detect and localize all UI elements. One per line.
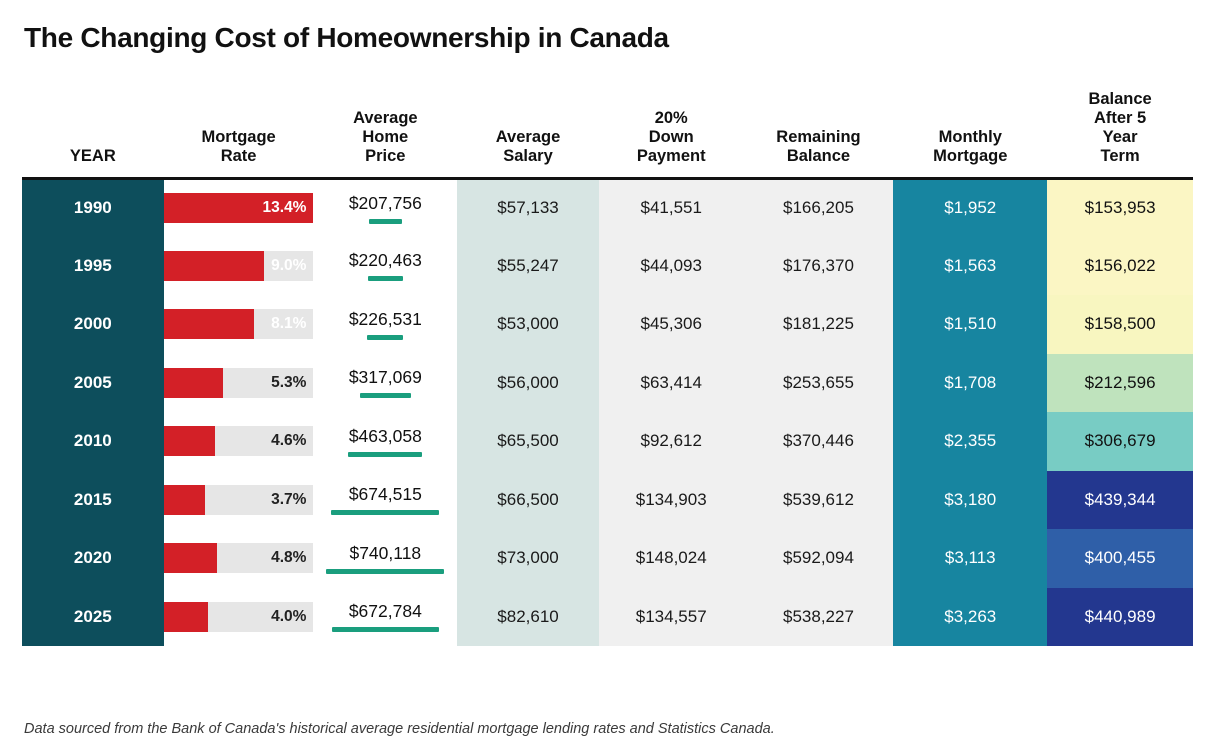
cell-average-home-price xyxy=(313,295,457,354)
home-price-value: $207,756 xyxy=(348,192,422,213)
mortgage-rate-value: 13.4% xyxy=(262,199,307,216)
cell-average-home-price xyxy=(313,529,457,588)
home-price-bar xyxy=(369,219,402,224)
home-price-wrap xyxy=(313,426,457,457)
home-price-value: $740,118 xyxy=(349,542,422,563)
home-price-wrap xyxy=(313,543,457,574)
home-price-wrap xyxy=(313,250,457,281)
cell-average-salary: $57,133 xyxy=(457,178,599,237)
table-row xyxy=(22,529,1193,588)
table-body xyxy=(22,178,1193,646)
cell-down-payment: $134,903 xyxy=(599,471,744,530)
cell-balance-after-5-year-term: $158,500 xyxy=(1047,295,1193,354)
home-price-bar xyxy=(326,569,444,574)
cell-remaining-balance: $592,094 xyxy=(744,529,894,588)
cell-balance-after-5-year-term: $400,455 xyxy=(1047,529,1193,588)
cell-mortgage-rate xyxy=(164,354,314,413)
cell-monthly-mortgage: $3,263 xyxy=(893,588,1047,647)
cell-average-home-price xyxy=(313,588,457,647)
column-header-remaining-balance: Remaining Balance xyxy=(776,128,861,166)
home-price-wrap xyxy=(313,367,457,398)
page-title: The Changing Cost of Homeownership in Canada xyxy=(24,22,669,53)
cell-remaining-balance: $166,205 xyxy=(744,178,894,237)
cell-monthly-mortgage: $3,113 xyxy=(893,529,1047,588)
table-header xyxy=(22,90,1193,178)
cell-remaining-balance: $253,655 xyxy=(744,354,894,413)
mortgage-rate-bar-track xyxy=(164,485,314,515)
mortgage-rate-value: 5.3% xyxy=(271,373,307,391)
cell-year: 2010 xyxy=(22,412,164,471)
home-price-wrap xyxy=(313,484,457,515)
cell-average-home-price xyxy=(313,237,457,296)
mortgage-rate-value: 3.7% xyxy=(271,490,307,508)
mortgage-rate-bar-track xyxy=(164,426,314,456)
home-price-bar xyxy=(360,393,411,398)
homeownership-table xyxy=(22,90,1193,646)
cell-remaining-balance: $538,227 xyxy=(744,588,894,647)
home-price-wrap xyxy=(313,309,457,340)
cell-average-salary: $82,610 xyxy=(457,588,599,647)
mortgage-rate-bar-track xyxy=(164,543,314,573)
column-header-monthly-mortgage: Monthly Mortgage xyxy=(933,128,1008,166)
mortgage-rate-bar-track xyxy=(164,602,314,632)
mortgage-rate-value: 4.6% xyxy=(271,432,307,450)
cell-average-home-price xyxy=(313,178,457,237)
table-row xyxy=(22,178,1193,237)
cell-remaining-balance: $181,225 xyxy=(744,295,894,354)
cell-down-payment: $63,414 xyxy=(599,354,744,413)
cell-balance-after-5-year-term: $156,022 xyxy=(1047,237,1193,296)
cell-balance-after-5-year-term: $439,344 xyxy=(1047,471,1193,530)
cell-monthly-mortgage: $1,510 xyxy=(893,295,1047,354)
cell-year: 2000 xyxy=(22,295,164,354)
table-row xyxy=(22,588,1193,647)
cell-year: 2020 xyxy=(22,529,164,588)
home-price-bar xyxy=(348,452,422,457)
cell-year: 2005 xyxy=(22,354,164,413)
home-price-value: $220,463 xyxy=(348,250,422,271)
cell-mortgage-rate xyxy=(164,412,314,471)
cell-balance-after-5-year-term: $440,989 xyxy=(1047,588,1193,647)
cell-average-salary: $65,500 xyxy=(457,412,599,471)
home-price-value: $674,515 xyxy=(348,484,422,505)
home-price-bar xyxy=(367,335,403,340)
mortgage-rate-value: 4.8% xyxy=(271,549,307,567)
table-row xyxy=(22,295,1193,354)
cell-average-home-price xyxy=(313,471,457,530)
home-price-wrap xyxy=(313,193,457,224)
cell-remaining-balance: $176,370 xyxy=(744,237,894,296)
mortgage-rate-bar-track xyxy=(164,309,314,339)
cell-remaining-balance: $539,612 xyxy=(744,471,894,530)
mortgage-rate-bar-track xyxy=(164,251,314,281)
cell-down-payment: $45,306 xyxy=(599,295,744,354)
cell-year: 2025 xyxy=(22,588,164,647)
table-row xyxy=(22,471,1193,530)
cell-mortgage-rate xyxy=(164,237,314,296)
cell-mortgage-rate xyxy=(164,178,314,237)
table-row xyxy=(22,412,1193,471)
cell-average-salary: $56,000 xyxy=(457,354,599,413)
table-row xyxy=(22,237,1193,296)
cell-monthly-mortgage: $1,708 xyxy=(893,354,1047,413)
cell-down-payment: $41,551 xyxy=(599,178,744,237)
home-price-value: $672,784 xyxy=(348,601,422,622)
column-header-balance-after-5-year-term: Balance After 5 Year Term xyxy=(1088,90,1152,166)
cell-year: 2015 xyxy=(22,471,164,530)
cell-down-payment: $44,093 xyxy=(599,237,744,296)
cell-monthly-mortgage: $2,355 xyxy=(893,412,1047,471)
cell-mortgage-rate xyxy=(164,588,314,647)
home-price-bar xyxy=(332,627,439,632)
cell-down-payment: $148,024 xyxy=(599,529,744,588)
cell-monthly-mortgage: $3,180 xyxy=(893,471,1047,530)
cell-balance-after-5-year-term: $212,596 xyxy=(1047,354,1193,413)
cell-average-salary: $73,000 xyxy=(457,529,599,588)
source-footnote: Data sourced from the Bank of Canada's historical average residential mortgage lending rates and Statistics Canada. xyxy=(24,721,775,737)
cell-mortgage-rate xyxy=(164,529,314,588)
mortgage-rate-value: 4.0% xyxy=(271,607,307,625)
home-price-value: $463,058 xyxy=(348,425,422,446)
home-price-bar xyxy=(368,276,403,281)
mortgage-rate-value: 8.1% xyxy=(271,315,307,333)
cell-mortgage-rate xyxy=(164,295,314,354)
home-price-bar xyxy=(331,510,439,515)
cell-monthly-mortgage: $1,563 xyxy=(893,237,1047,296)
cell-year: 1990 xyxy=(22,178,164,237)
cell-average-salary: $66,500 xyxy=(457,471,599,530)
home-price-wrap xyxy=(313,601,457,632)
mortgage-rate-value: 9.0% xyxy=(271,256,307,274)
column-header-average-home-price: Average Home Price xyxy=(353,109,418,166)
column-header-mortgage-rate: Mortgage Rate xyxy=(201,128,276,166)
cell-year: 1995 xyxy=(22,237,164,296)
cell-average-salary: $53,000 xyxy=(457,295,599,354)
column-header-year: YEAR xyxy=(69,147,116,166)
home-price-value: $317,069 xyxy=(348,367,422,388)
table-row xyxy=(22,354,1193,413)
home-price-value: $226,531 xyxy=(348,308,422,329)
column-header-average-salary: Average Salary xyxy=(495,128,561,166)
cell-average-salary: $55,247 xyxy=(457,237,599,296)
cell-balance-after-5-year-term: $153,953 xyxy=(1047,178,1193,237)
cell-down-payment: $92,612 xyxy=(599,412,744,471)
cell-monthly-mortgage: $1,952 xyxy=(893,178,1047,237)
cell-average-home-price xyxy=(313,412,457,471)
mortgage-rate-bar-track xyxy=(164,368,314,398)
column-header-down-payment: 20% Down Payment xyxy=(636,109,706,166)
cell-average-home-price xyxy=(313,354,457,413)
mortgage-rate-bar-track xyxy=(164,193,314,223)
cell-down-payment: $134,557 xyxy=(599,588,744,647)
cell-mortgage-rate xyxy=(164,471,314,530)
cell-balance-after-5-year-term: $306,679 xyxy=(1047,412,1193,471)
cell-remaining-balance: $370,446 xyxy=(744,412,894,471)
